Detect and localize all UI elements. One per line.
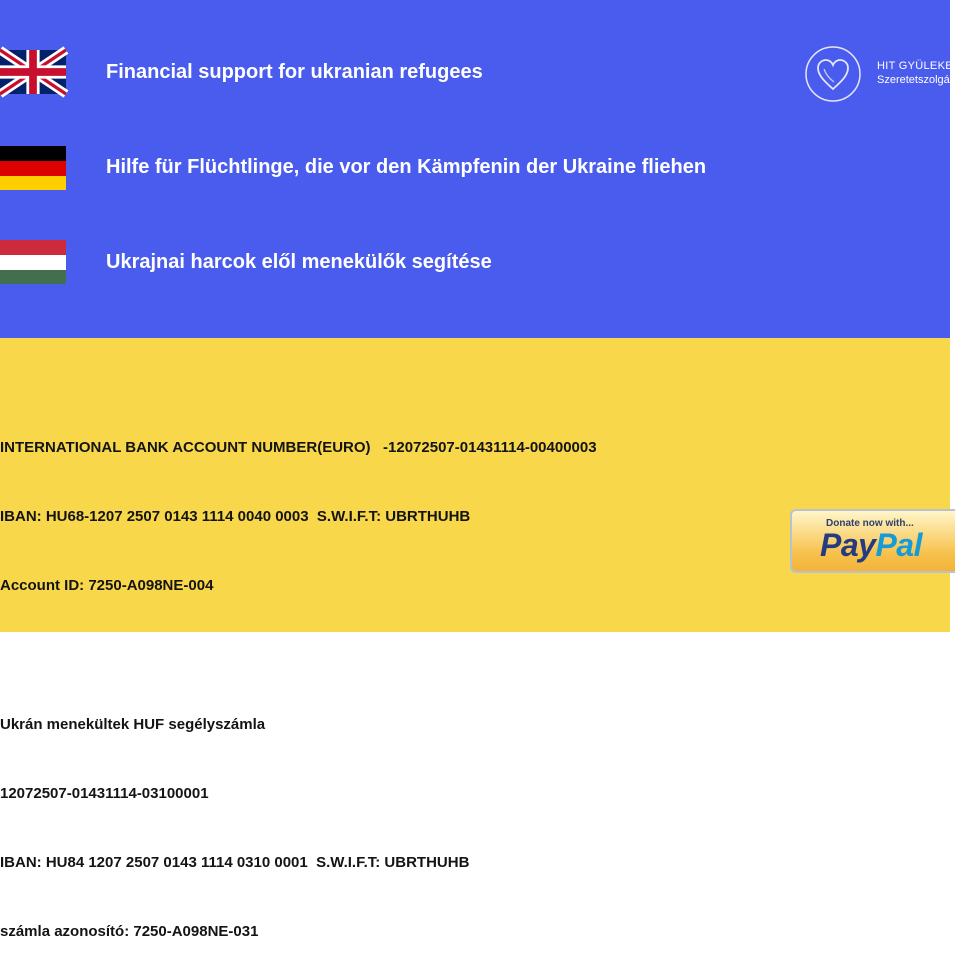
language-text-german: Hilfe für Flüchtlinge, die vor den Kämpfenin der Ukraine fliehen [106, 156, 707, 178]
hungary-flag-icon [0, 240, 66, 284]
paypal-donate-button[interactable] [790, 509, 955, 573]
uk-flag-icon [0, 50, 66, 94]
paypal-logo-part1: Pay [820, 527, 876, 563]
euro-iban: IBAN: HU68-1207 2507 0143 1114 0040 0003 S.W.I.F.T: UBRTHUHB [0, 508, 471, 525]
heart-circle-icon [804, 45, 862, 103]
language-text-english: Financial support for ukranian refugees [106, 61, 483, 83]
logo-text-line1: HIT GYÜLEKEZ [877, 60, 960, 72]
huf-account-title: Ukrán menekültek HUF segélyszámla [0, 716, 266, 733]
euro-account-id: Account ID: 7250-A098NE-004 [0, 577, 214, 594]
huf-iban: IBAN: HU84 1207 2507 0143 1114 0310 0001 S.W.I.F.T: UBRTHUHB [0, 854, 470, 871]
germany-flag-icon [0, 146, 66, 190]
organization-logo [804, 44, 960, 104]
paypal-logo-icon [820, 527, 922, 564]
blue-panel [0, 0, 960, 338]
paypal-donate-text: Donate now with... [826, 518, 914, 529]
huf-account-id: számla azonosító: 7250-A098NE-031 [0, 923, 259, 940]
paypal-logo-part2: Pal [875, 527, 922, 563]
logo-text-line2: Szeretetszolgá [877, 74, 950, 86]
euro-account-number: INTERNATIONAL BANK ACCOUNT NUMBER(EURO) -12072507-01431114-00400003 [0, 439, 597, 456]
huf-account-number: 12072507-01431114-03100001 [0, 785, 209, 802]
language-text-hungarian: Ukrajnai harcok elől menekülők segítése [106, 251, 492, 273]
bank-details [0, 390, 597, 966]
